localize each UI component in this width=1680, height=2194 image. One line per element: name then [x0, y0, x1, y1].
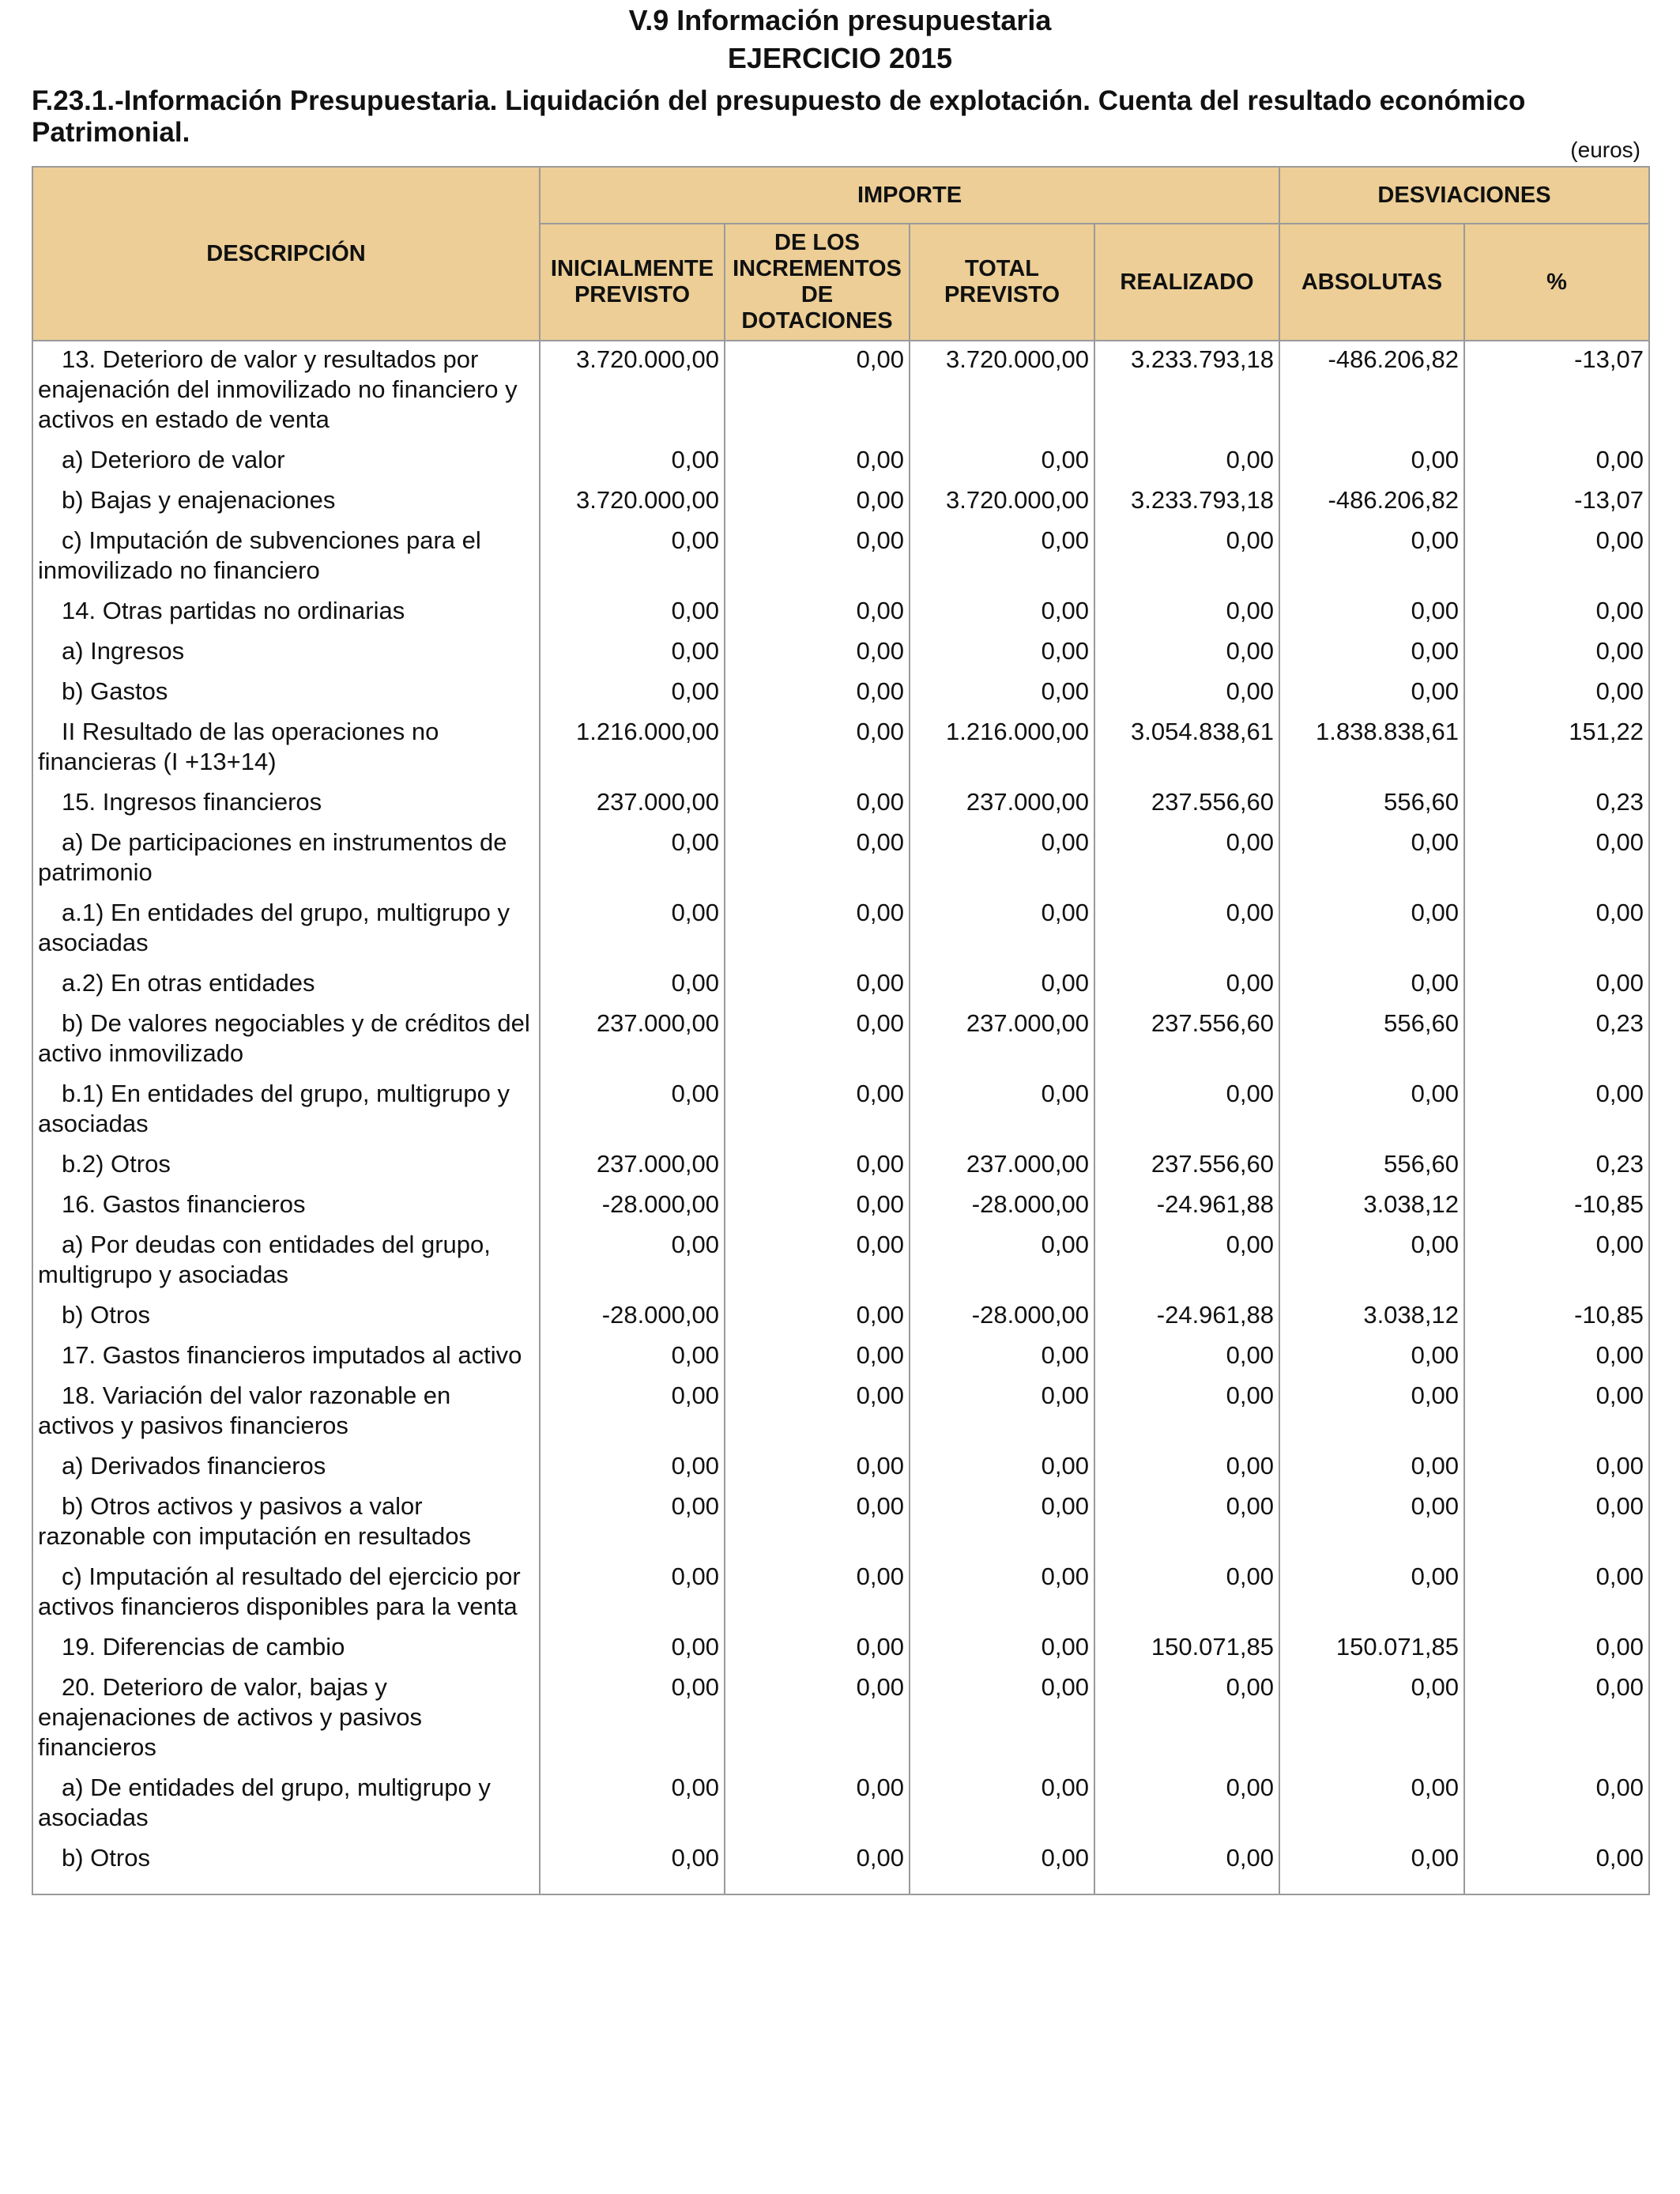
description-cell: a) Derivados financieros — [32, 1448, 540, 1488]
porcentaje-cell: 0,00 — [1464, 1378, 1649, 1448]
porcentaje-cell: 151,22 — [1464, 714, 1649, 784]
table-row — [32, 1186, 1649, 1227]
total-previsto-cell: 0,00 — [910, 1669, 1094, 1770]
realizado-cell: 0,00 — [1094, 1840, 1279, 1894]
absolutas-cell: 556,60 — [1279, 1005, 1464, 1076]
realizado-cell: 0,00 — [1094, 1076, 1279, 1146]
total-previsto-cell: 0,00 — [910, 1840, 1094, 1894]
absolutas-cell: 0,00 — [1279, 895, 1464, 965]
realizado-cell: 0,00 — [1094, 1488, 1279, 1559]
description-cell: 17. Gastos financieros imputados al activo — [32, 1337, 540, 1378]
absolutas-cell: 0,00 — [1279, 1076, 1464, 1146]
absolutas-cell: 150.071,85 — [1279, 1629, 1464, 1669]
inicialmente-previsto-cell: 0,00 — [540, 1629, 725, 1669]
incrementos-cell: 0,00 — [725, 673, 910, 714]
inicialmente-previsto-cell: 0,00 — [540, 673, 725, 714]
table-row — [32, 1840, 1649, 1894]
description-cell: 20. Deterioro de valor, bajas y enajenaciones de activos y pasivos financieros — [32, 1669, 540, 1770]
realizado-cell: 0,00 — [1094, 673, 1279, 714]
total-previsto-cell: -28.000,00 — [910, 1297, 1094, 1337]
header-porcentaje: % — [1464, 224, 1649, 341]
incrementos-cell: 0,00 — [725, 482, 910, 522]
realizado-cell: 0,00 — [1094, 593, 1279, 633]
realizado-cell: 237.556,60 — [1094, 1146, 1279, 1186]
table-row — [32, 965, 1649, 1005]
absolutas-cell: 0,00 — [1279, 1227, 1464, 1297]
table-row — [32, 1559, 1649, 1629]
incrementos-cell: 0,00 — [725, 593, 910, 633]
incrementos-cell: 0,00 — [725, 1559, 910, 1629]
porcentaje-cell: 0,00 — [1464, 1488, 1649, 1559]
description-cell: b.1) En entidades del grupo, multigrupo y asociadas — [32, 1076, 540, 1146]
inicialmente-previsto-cell: 0,00 — [540, 1559, 725, 1629]
incrementos-cell: 0,00 — [725, 965, 910, 1005]
realizado-cell: 0,00 — [1094, 522, 1279, 593]
porcentaje-cell: 0,23 — [1464, 1146, 1649, 1186]
report-title: F.23.1.-Información Presupuestaria. Liquidación del presupuesto de explotación. Cuenta del resultado económico Patrimonial. — [32, 85, 1526, 148]
incrementos-cell: 0,00 — [725, 714, 910, 784]
inicialmente-previsto-cell: 0,00 — [540, 633, 725, 673]
absolutas-cell: 0,00 — [1279, 522, 1464, 593]
incrementos-cell: 0,00 — [725, 1227, 910, 1297]
total-previsto-cell: 3.720.000,00 — [910, 482, 1094, 522]
inicialmente-previsto-cell: 0,00 — [540, 1448, 725, 1488]
total-previsto-cell: 0,00 — [910, 965, 1094, 1005]
total-previsto-cell: 1.216.000,00 — [910, 714, 1094, 784]
realizado-cell: 3.233.793,18 — [1094, 341, 1279, 442]
section-title: V.9 Información presupuestaria — [628, 4, 1052, 36]
total-previsto-cell: 0,00 — [910, 442, 1094, 482]
description-cell: 19. Diferencias de cambio — [32, 1629, 540, 1669]
total-previsto-cell: -28.000,00 — [910, 1186, 1094, 1227]
inicialmente-previsto-cell: 237.000,00 — [540, 1146, 725, 1186]
table-row — [32, 824, 1649, 895]
header-incrementos-dotaciones: DE LOS INCREMENTOS DE DOTACIONES — [725, 224, 910, 341]
total-previsto-cell: 0,00 — [910, 1559, 1094, 1629]
table-row — [32, 1005, 1649, 1076]
absolutas-cell: 0,00 — [1279, 1337, 1464, 1378]
total-previsto-cell: 0,00 — [910, 1629, 1094, 1669]
total-previsto-cell: 0,00 — [910, 824, 1094, 895]
header-realizado: REALIZADO — [1094, 224, 1279, 341]
incrementos-cell: 0,00 — [725, 1378, 910, 1448]
header-absolutas: ABSOLUTAS — [1279, 224, 1464, 341]
realizado-cell: 0,00 — [1094, 895, 1279, 965]
table-row — [32, 341, 1649, 442]
absolutas-cell: 0,00 — [1279, 1669, 1464, 1770]
description-cell: a.1) En entidades del grupo, multigrupo y asociadas — [32, 895, 540, 965]
description-cell: II Resultado de las operaciones no financieras (I +13+14) — [32, 714, 540, 784]
incrementos-cell: 0,00 — [725, 824, 910, 895]
incrementos-cell: 0,00 — [725, 341, 910, 442]
total-previsto-cell: 0,00 — [910, 895, 1094, 965]
description-cell: a) De entidades del grupo, multigrupo y asociadas — [32, 1770, 540, 1840]
table-row — [32, 1146, 1649, 1186]
fiscal-year-title: EJERCICIO 2015 — [727, 42, 953, 74]
absolutas-cell: 3.038,12 — [1279, 1186, 1464, 1227]
inicialmente-previsto-cell: 0,00 — [540, 895, 725, 965]
incrementos-cell: 0,00 — [725, 522, 910, 593]
table-row — [32, 633, 1649, 673]
realizado-cell: 0,00 — [1094, 633, 1279, 673]
realizado-cell: 0,00 — [1094, 1448, 1279, 1488]
description-cell: a.2) En otras entidades — [32, 965, 540, 1005]
absolutas-cell: 0,00 — [1279, 1448, 1464, 1488]
description-cell: b) Otros — [32, 1297, 540, 1337]
inicialmente-previsto-cell: 0,00 — [540, 1076, 725, 1146]
header-desviaciones: DESVIACIONES — [1279, 167, 1649, 224]
description-cell: b) De valores negociables y de créditos del activo inmovilizado — [32, 1005, 540, 1076]
porcentaje-cell: 0,00 — [1464, 824, 1649, 895]
table-row — [32, 522, 1649, 593]
incrementos-cell: 0,00 — [725, 633, 910, 673]
absolutas-cell: 0,00 — [1279, 1770, 1464, 1840]
inicialmente-previsto-cell: 0,00 — [540, 442, 725, 482]
table-row — [32, 1337, 1649, 1378]
incrementos-cell: 0,00 — [725, 442, 910, 482]
inicialmente-previsto-cell: 0,00 — [540, 1840, 725, 1894]
total-previsto-cell: 0,00 — [910, 673, 1094, 714]
realizado-cell: 150.071,85 — [1094, 1629, 1279, 1669]
realizado-cell: 0,00 — [1094, 442, 1279, 482]
realizado-cell: 0,00 — [1094, 1669, 1279, 1770]
porcentaje-cell: 0,00 — [1464, 1840, 1649, 1894]
porcentaje-cell: -10,85 — [1464, 1297, 1649, 1337]
inicialmente-previsto-cell: 0,00 — [540, 965, 725, 1005]
description-cell: b) Gastos — [32, 673, 540, 714]
porcentaje-cell: 0,00 — [1464, 1770, 1649, 1840]
absolutas-cell: 3.038,12 — [1279, 1297, 1464, 1337]
realizado-cell: 3.233.793,18 — [1094, 482, 1279, 522]
absolutas-cell: 0,00 — [1279, 1840, 1464, 1894]
incrementos-cell: 0,00 — [725, 1005, 910, 1076]
table-row — [32, 1227, 1649, 1297]
header-inicialmente-previsto: INICIALMENTE PREVISTO — [540, 224, 725, 341]
total-previsto-cell: 0,00 — [910, 1448, 1094, 1488]
report-page — [32, 0, 1648, 1895]
porcentaje-cell: 0,00 — [1464, 1448, 1649, 1488]
total-previsto-cell: 3.720.000,00 — [910, 341, 1094, 442]
description-cell: c) Imputación al resultado del ejercicio por activos financieros disponibles para la venta — [32, 1559, 540, 1629]
realizado-cell: -24.961,88 — [1094, 1186, 1279, 1227]
porcentaje-cell: 0,00 — [1464, 442, 1649, 482]
table-row — [32, 1448, 1649, 1488]
inicialmente-previsto-cell: 0,00 — [540, 1488, 725, 1559]
realizado-cell: 0,00 — [1094, 1770, 1279, 1840]
absolutas-cell: 1.838.838,61 — [1279, 714, 1464, 784]
table-row — [32, 1770, 1649, 1840]
realizado-cell: 0,00 — [1094, 1559, 1279, 1629]
table-row — [32, 1378, 1649, 1448]
total-previsto-cell: 237.000,00 — [910, 784, 1094, 824]
absolutas-cell: 0,00 — [1279, 1559, 1464, 1629]
description-cell: b) Bajas y enajenaciones — [32, 482, 540, 522]
porcentaje-cell: -10,85 — [1464, 1186, 1649, 1227]
absolutas-cell: 556,60 — [1279, 1146, 1464, 1186]
porcentaje-cell: 0,23 — [1464, 1005, 1649, 1076]
incrementos-cell: 0,00 — [725, 1076, 910, 1146]
total-previsto-cell: 237.000,00 — [910, 1146, 1094, 1186]
description-cell: b) Otros — [32, 1840, 540, 1894]
inicialmente-previsto-cell: 0,00 — [540, 1378, 725, 1448]
table-body — [32, 341, 1649, 1894]
description-cell: 15. Ingresos financieros — [32, 784, 540, 824]
inicialmente-previsto-cell: 0,00 — [540, 1227, 725, 1297]
absolutas-cell: -486.206,82 — [1279, 482, 1464, 522]
realizado-cell: 3.054.838,61 — [1094, 714, 1279, 784]
porcentaje-cell: 0,00 — [1464, 593, 1649, 633]
currency-units: (euros) — [1570, 138, 1640, 162]
inicialmente-previsto-cell: 3.720.000,00 — [540, 482, 725, 522]
absolutas-cell: 0,00 — [1279, 673, 1464, 714]
inicialmente-previsto-cell: 0,00 — [540, 522, 725, 593]
absolutas-cell: 0,00 — [1279, 1378, 1464, 1448]
inicialmente-previsto-cell: 0,00 — [540, 1669, 725, 1770]
porcentaje-cell: 0,00 — [1464, 1227, 1649, 1297]
incrementos-cell: 0,00 — [725, 1337, 910, 1378]
porcentaje-cell: 0,00 — [1464, 895, 1649, 965]
description-cell: c) Imputación de subvenciones para el inmovilizado no financiero — [32, 522, 540, 593]
description-cell: a) Deterioro de valor — [32, 442, 540, 482]
porcentaje-cell: -13,07 — [1464, 482, 1649, 522]
inicialmente-previsto-cell: 0,00 — [540, 824, 725, 895]
total-previsto-cell: 0,00 — [910, 1488, 1094, 1559]
description-cell: a) De participaciones en instrumentos de patrimonio — [32, 824, 540, 895]
total-previsto-cell: 0,00 — [910, 1076, 1094, 1146]
total-previsto-cell: 237.000,00 — [910, 1005, 1094, 1076]
total-previsto-cell: 0,00 — [910, 522, 1094, 593]
description-cell: 14. Otras partidas no ordinarias — [32, 593, 540, 633]
table-row — [32, 482, 1649, 522]
incrementos-cell: 0,00 — [725, 1669, 910, 1770]
table-row — [32, 1297, 1649, 1337]
description-cell: a) Ingresos — [32, 633, 540, 673]
incrementos-cell: 0,00 — [725, 784, 910, 824]
budget-table — [32, 166, 1650, 1895]
description-cell: a) Por deudas con entidades del grupo, multigrupo y asociadas — [32, 1227, 540, 1297]
incrementos-cell: 0,00 — [725, 1186, 910, 1227]
porcentaje-cell: 0,00 — [1464, 1629, 1649, 1669]
incrementos-cell: 0,00 — [725, 1770, 910, 1840]
porcentaje-cell: 0,00 — [1464, 1076, 1649, 1146]
porcentaje-cell: 0,23 — [1464, 784, 1649, 824]
incrementos-cell: 0,00 — [725, 1840, 910, 1894]
absolutas-cell: 0,00 — [1279, 1488, 1464, 1559]
realizado-cell: 0,00 — [1094, 965, 1279, 1005]
inicialmente-previsto-cell: 3.720.000,00 — [540, 341, 725, 442]
realizado-cell: 237.556,60 — [1094, 784, 1279, 824]
total-previsto-cell: 0,00 — [910, 593, 1094, 633]
realizado-cell: 0,00 — [1094, 1227, 1279, 1297]
porcentaje-cell: -13,07 — [1464, 341, 1649, 442]
inicialmente-previsto-cell: 237.000,00 — [540, 784, 725, 824]
absolutas-cell: -486.206,82 — [1279, 341, 1464, 442]
description-cell: b.2) Otros — [32, 1146, 540, 1186]
header-importe: IMPORTE — [540, 167, 1279, 224]
total-previsto-cell: 0,00 — [910, 1337, 1094, 1378]
incrementos-cell: 0,00 — [725, 1629, 910, 1669]
incrementos-cell: 0,00 — [725, 1146, 910, 1186]
porcentaje-cell: 0,00 — [1464, 673, 1649, 714]
porcentaje-cell: 0,00 — [1464, 633, 1649, 673]
description-cell: 13. Deterioro de valor y resultados por enajenación del inmovilizado no financiero y activos en estado de venta — [32, 341, 540, 442]
porcentaje-cell: 0,00 — [1464, 522, 1649, 593]
incrementos-cell: 0,00 — [725, 1297, 910, 1337]
inicialmente-previsto-cell: -28.000,00 — [540, 1186, 725, 1227]
table-row — [32, 714, 1649, 784]
incrementos-cell: 0,00 — [725, 1488, 910, 1559]
table-row — [32, 1629, 1649, 1669]
total-previsto-cell: 0,00 — [910, 1227, 1094, 1297]
absolutas-cell: 0,00 — [1279, 442, 1464, 482]
porcentaje-cell: 0,00 — [1464, 1559, 1649, 1629]
porcentaje-cell: 0,00 — [1464, 965, 1649, 1005]
absolutas-cell: 0,00 — [1279, 824, 1464, 895]
inicialmente-previsto-cell: 0,00 — [540, 593, 725, 633]
inicialmente-previsto-cell: 237.000,00 — [540, 1005, 725, 1076]
absolutas-cell: 0,00 — [1279, 593, 1464, 633]
description-cell: 18. Variación del valor razonable en activos y pasivos financieros — [32, 1378, 540, 1448]
inicialmente-previsto-cell: -28.000,00 — [540, 1297, 725, 1337]
total-previsto-cell: 0,00 — [910, 1378, 1094, 1448]
total-previsto-cell: 0,00 — [910, 1770, 1094, 1840]
table-row — [32, 1488, 1649, 1559]
inicialmente-previsto-cell: 0,00 — [540, 1770, 725, 1840]
table-row — [32, 1076, 1649, 1146]
realizado-cell: 0,00 — [1094, 824, 1279, 895]
header-description: DESCRIPCIÓN — [32, 167, 540, 341]
inicialmente-previsto-cell: 0,00 — [540, 1337, 725, 1378]
table-row — [32, 784, 1649, 824]
realizado-cell: 0,00 — [1094, 1337, 1279, 1378]
table-row — [32, 593, 1649, 633]
incrementos-cell: 0,00 — [725, 1448, 910, 1488]
description-cell: b) Otros activos y pasivos a valor razonable con imputación en resultados — [32, 1488, 540, 1559]
total-previsto-cell: 0,00 — [910, 633, 1094, 673]
table-row — [32, 895, 1649, 965]
incrementos-cell: 0,00 — [725, 895, 910, 965]
porcentaje-cell: 0,00 — [1464, 1337, 1649, 1378]
description-cell: 16. Gastos financieros — [32, 1186, 540, 1227]
inicialmente-previsto-cell: 1.216.000,00 — [540, 714, 725, 784]
realizado-cell: 0,00 — [1094, 1378, 1279, 1448]
absolutas-cell: 0,00 — [1279, 633, 1464, 673]
realizado-cell: -24.961,88 — [1094, 1297, 1279, 1337]
realizado-cell: 237.556,60 — [1094, 1005, 1279, 1076]
porcentaje-cell: 0,00 — [1464, 1669, 1649, 1770]
table-row — [32, 442, 1649, 482]
absolutas-cell: 556,60 — [1279, 784, 1464, 824]
absolutas-cell: 0,00 — [1279, 965, 1464, 1005]
table-row — [32, 1669, 1649, 1770]
table-row — [32, 673, 1649, 714]
header-total-previsto: TOTAL PREVISTO — [910, 224, 1094, 341]
